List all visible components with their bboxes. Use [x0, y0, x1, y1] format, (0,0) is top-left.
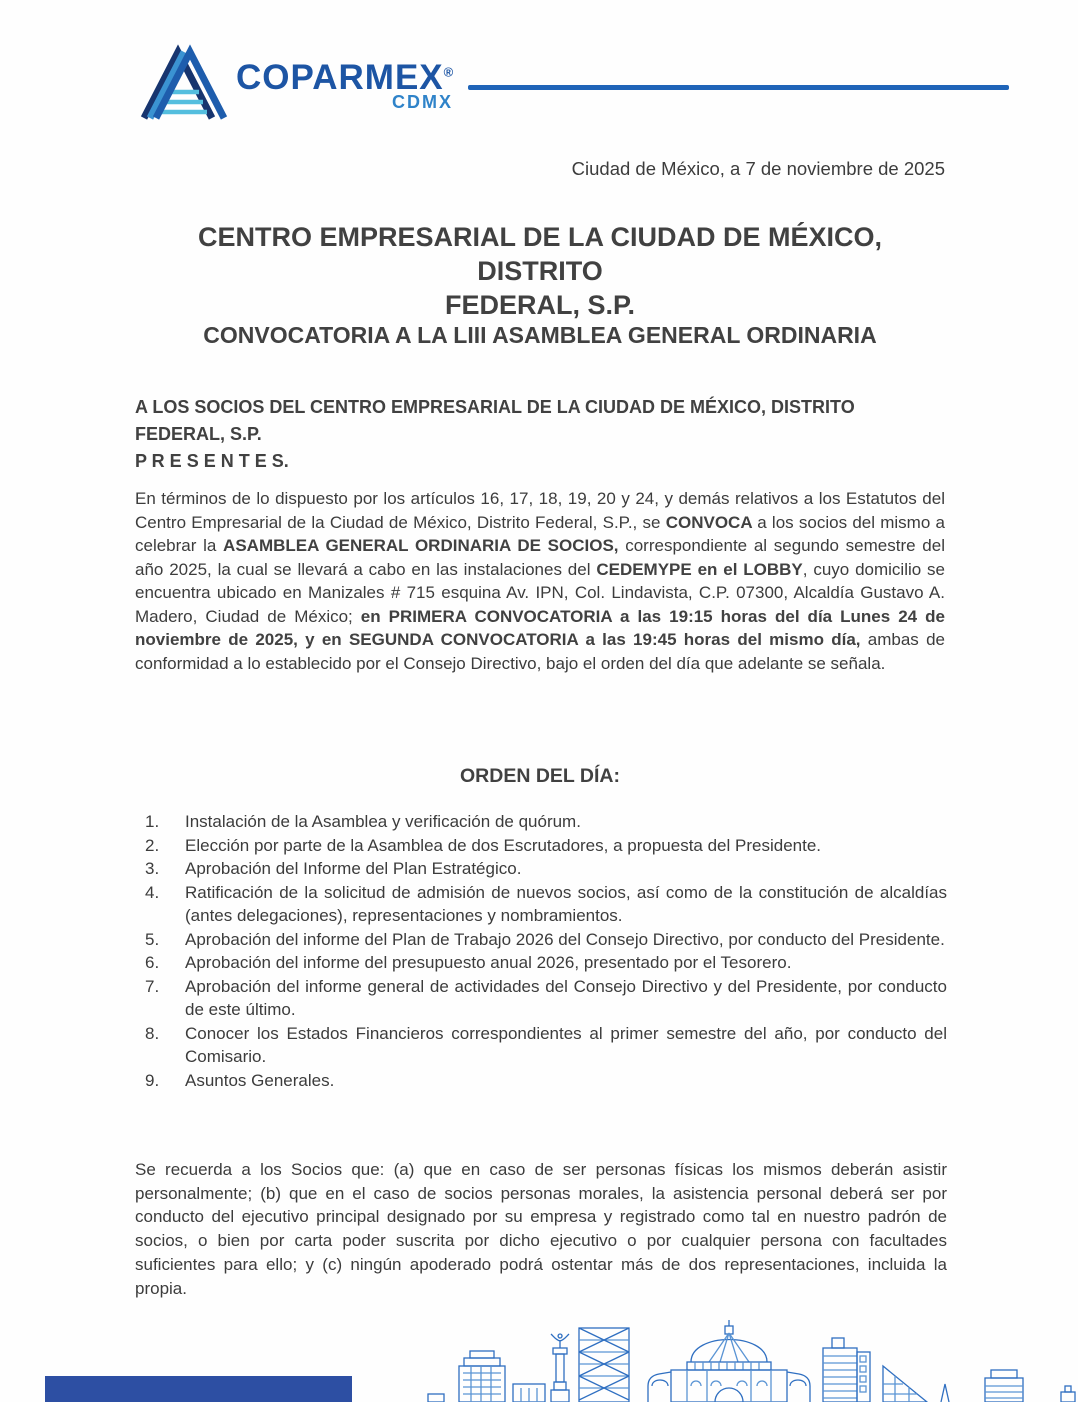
agenda-item-text: Instalación de la Asamblea y verificación de quórum.	[185, 812, 581, 831]
document-title: CENTRO EMPRESARIAL DE LA CIUDAD DE MÉXICO, DISTRITO FEDERAL, S.P.	[197, 222, 883, 320]
agenda-item-number: 5.	[145, 929, 160, 949]
body-text-bold: CEDEMYPE en el LOBBY	[596, 559, 803, 579]
agenda-item	[135, 881, 947, 928]
brand-wordmark: COPARMEX®	[236, 58, 455, 97]
agenda-item-number: 7.	[145, 976, 160, 996]
agenda-item-number: 2.	[145, 835, 160, 855]
body-text: ambas de conformidad a lo establecido por el Consejo Directivo, bajo el orden del día que adelante se señala.	[135, 630, 945, 673]
agenda-item-number: 6.	[145, 953, 160, 972]
agenda-heading: ORDEN DEL DÍA:	[460, 765, 620, 787]
agenda-item	[135, 810, 947, 834]
agenda-item-text: Aprobación del informe del Plan de Trabajo 2026 del Consejo Directivo, por conducto del Presidente.	[185, 929, 945, 949]
agenda-item-text: Asuntos Generales.	[185, 1070, 335, 1090]
agenda-item-text: Aprobación del informe del presupuesto anual 2026, presentado por el Tesorero.	[185, 953, 792, 972]
body-text: a los socios del mismo a celebrar la	[135, 512, 945, 555]
agenda-item-number: 3.	[145, 859, 160, 878]
agenda-item-text: Ratificación de la solicitud de admisión de nuevos socios, así como de la constitución de alcaldías (antes delegaciones), representaciones y nombramientos.	[185, 882, 947, 925]
footer-blue-bar	[45, 1376, 352, 1402]
letterhead-rule	[468, 85, 1009, 90]
agenda-item	[135, 1022, 947, 1069]
agenda-item	[135, 951, 947, 975]
agenda-item	[135, 975, 947, 1022]
date-line: Ciudad de México, a 7 de noviembre de 2025	[571, 158, 945, 179]
addressee-line: A LOS SOCIOS DEL CENTRO EMPRESARIAL DE LA CIUDAD DE MÉXICO, DISTRITO	[135, 397, 855, 417]
city-skyline-illustration	[425, 1320, 1078, 1402]
agenda-item-number: 8.	[145, 1023, 160, 1043]
body-text-bold: CONVOCA	[665, 512, 758, 532]
agenda-item-text: Aprobación del Informe del Plan Estratégico.	[185, 859, 522, 878]
body-text-bold: en PRIMERA CONVOCATORIA a las 19:15 horas del día Lunes 24 de noviembre de 2025, y en SEGUNDA CONVOCATORIA a las 19:45 horas del mismo día,	[135, 606, 945, 649]
document-subtitle: CONVOCATORIA A LA LIII ASAMBLEA GENERAL ORDINARIA	[203, 322, 877, 348]
body-text: correspondiente al segundo semestre del año 2025, la cual se llevará a cabo en las instalaciones del	[135, 536, 945, 579]
body-text: , cuyo domicilio se encuentra ubicado en Manizales # 715 esquina Av. IPN, Col. Lindavista, C.P. 07300, Alcaldía Gustavo A. Madero, Ciudad de México;	[135, 559, 945, 626]
agenda-item	[135, 857, 947, 881]
agenda-item-text: Elección por parte de la Asamblea de dos Escrutadores, a propuesta del Presidente.	[185, 835, 821, 855]
agenda-item-text: Conocer los Estados Financieros correspondientes al primer semestre del año, por conducto del Comisario.	[185, 1023, 947, 1066]
agenda-item	[135, 834, 947, 858]
agenda-item-text: Aprobación del informe general de actividades del Consejo Directivo y del Presidente, por conducto de este último.	[185, 976, 947, 1019]
body-text-bold: ASAMBLEA GENERAL ORDINARIA DE SOCIOS,	[223, 536, 619, 555]
agenda-item-number: 1.	[145, 812, 160, 831]
registered-mark: ®	[443, 64, 455, 80]
body-paragraph	[135, 487, 945, 675]
brand-sub-label: CDMX	[392, 92, 453, 112]
addressee-block	[135, 394, 945, 475]
addressee-line: P R E S E N T E S.	[135, 451, 289, 471]
agenda-item-number: 4.	[145, 882, 160, 902]
closing-paragraph: Se recuerda a los Socios que: (a) que en caso de ser personas físicas los mismos deberán asistir personalmente; (b) que en el caso de socios personas morales, la asistencia personal deberá ser por conducto del ejecutivo principal designado por su empresa y registrado como tal en nuestro padrón de socios, o bien por carta poder suscrita por dicho ejecutivo o por cualquier persona con facultades suficientes para ello; y (c) ningún apoderado podrá ostentar más de dos representaciones, incluida la propia.	[135, 1160, 947, 1298]
body-text: En términos de lo dispuesto por los artículos 16, 17, 18, 19, 20 y 24, y demás relativos a los Estatutos del Centro Empresarial de la Ciudad de México, Distrito Federal, S.P., se	[135, 489, 945, 532]
agenda-list	[135, 810, 947, 1092]
agenda-item-number: 9.	[145, 1070, 160, 1090]
agenda-item	[135, 928, 947, 952]
addressee-line: FEDERAL, S.P.	[135, 424, 262, 444]
agenda-item	[135, 1069, 947, 1093]
